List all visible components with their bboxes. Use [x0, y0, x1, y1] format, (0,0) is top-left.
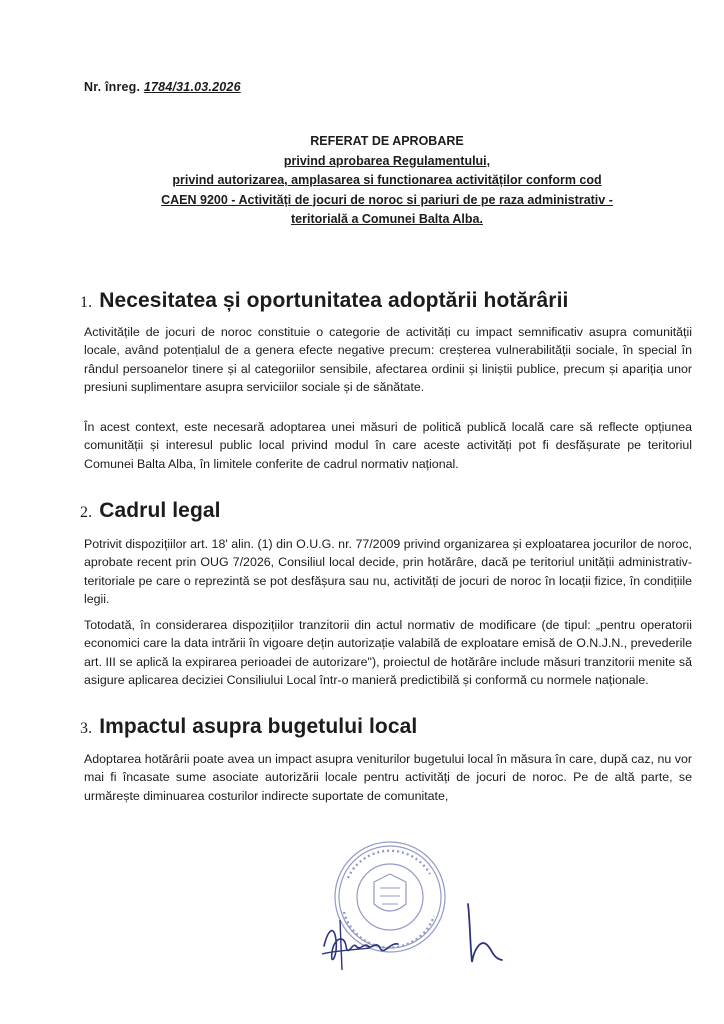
section-2-paragraph-1: Potrivit dispozițiilor art. 18' alin. (1) din O.U.G. nr. 77/2009 privind organizarea și exploatarea jocurilor de noroc, aprobate recent prin OUG 7/2026, Consiliul local decide, prin hotărâre, dacă pe teritoriul unității administrativ-teritoriale pe care o reprezintă se pot desfășura sau nu, activități de jocuri de noroc în locații fizice, în condițiile legii. [84, 537, 692, 607]
section-1-heading [80, 289, 568, 313]
document-title [90, 132, 684, 230]
section-1-paragraph-2: În acest context, este necesară adoptarea unei măsuri de politică publică locală care să reflecte opțiunea comunității și interesul public local privind modul în care aceste activități pot fi desfășurate pe teritoriul Comunei Balta Alba, în limitele conferite de cadrul normativ național. [84, 420, 692, 471]
section-2-number: 2. [80, 504, 93, 521]
section-2-heading [80, 499, 221, 523]
title-line-4: CAEN 9200 - Activități de jocuri de noroc si pariuri de pe raza administrativ - [161, 192, 613, 207]
signature-mayor [318, 912, 408, 976]
section-3-paragraph-1: Adoptarea hotărârii poate avea un impact asupra veniturilor bugetului local în măsura în care, după caz, nu vor mai fi încasate sume asociate autorizării locale pentru activități de jocuri de noroc. Pe de altă parte, se urmărește diminuarea costurilor indirecte suportate de comunitate, [84, 752, 692, 803]
section-3-heading [80, 715, 417, 739]
registration-label: Nr. înreg. [84, 80, 141, 94]
section-2-title: Cadrul legal [99, 499, 221, 522]
section-2-paragraph-2: Totodată, în considerarea dispozițiilor tranzitorii din actul normativ de modificare (de tipul: „pentru operatorii economici care la data intrării în vigoare dețin autorizație valabilă de exploatare emisă de O.N.J.N., prevederile art. III se aplică la expirarea perioadei de autorizare"), proiectul de hotărâre include măsuri tranzitorii menite să asigure aplicarea deciziei Consiliului Local într-o manieră predictibilă și conformă cu normele naționale. [84, 618, 692, 688]
signature-secretary [452, 900, 512, 968]
title-line-3: privind autorizarea, amplasarea si functionarea activităților conform cod [172, 173, 602, 187]
section-1-paragraph-1: Activitățile de jocuri de noroc constituie o categorie de activități cu impact semnificativ asupra comunității locale, având potențialul de a genera efecte negative precum: creșterea vulnerabilității sociale, în special în rândul persoanelor tinere și al categoriilor sensibile, afectarea ordinii și liniștii publice, precum și apariția unor presiuni suplimentare asupra serviciilor sociale și de sănătate. [84, 325, 692, 395]
title-line-1: REFERAT DE APROBARE [310, 134, 464, 148]
section-1-title: Necesitatea și oportunitatea adoptării hotărârii [99, 289, 569, 312]
registration-number [84, 80, 241, 94]
title-line-5: teritorială a Comunei Balta Alba. [291, 212, 483, 226]
section-3-number: 3. [80, 720, 93, 737]
section-1-number: 1. [80, 294, 93, 311]
section-3-title: Impactul asupra bugetului local [99, 715, 418, 738]
title-line-2: privind aprobarea Regulamentului, [283, 153, 491, 168]
registration-value: 1784/31.03.2026 [143, 80, 241, 94]
